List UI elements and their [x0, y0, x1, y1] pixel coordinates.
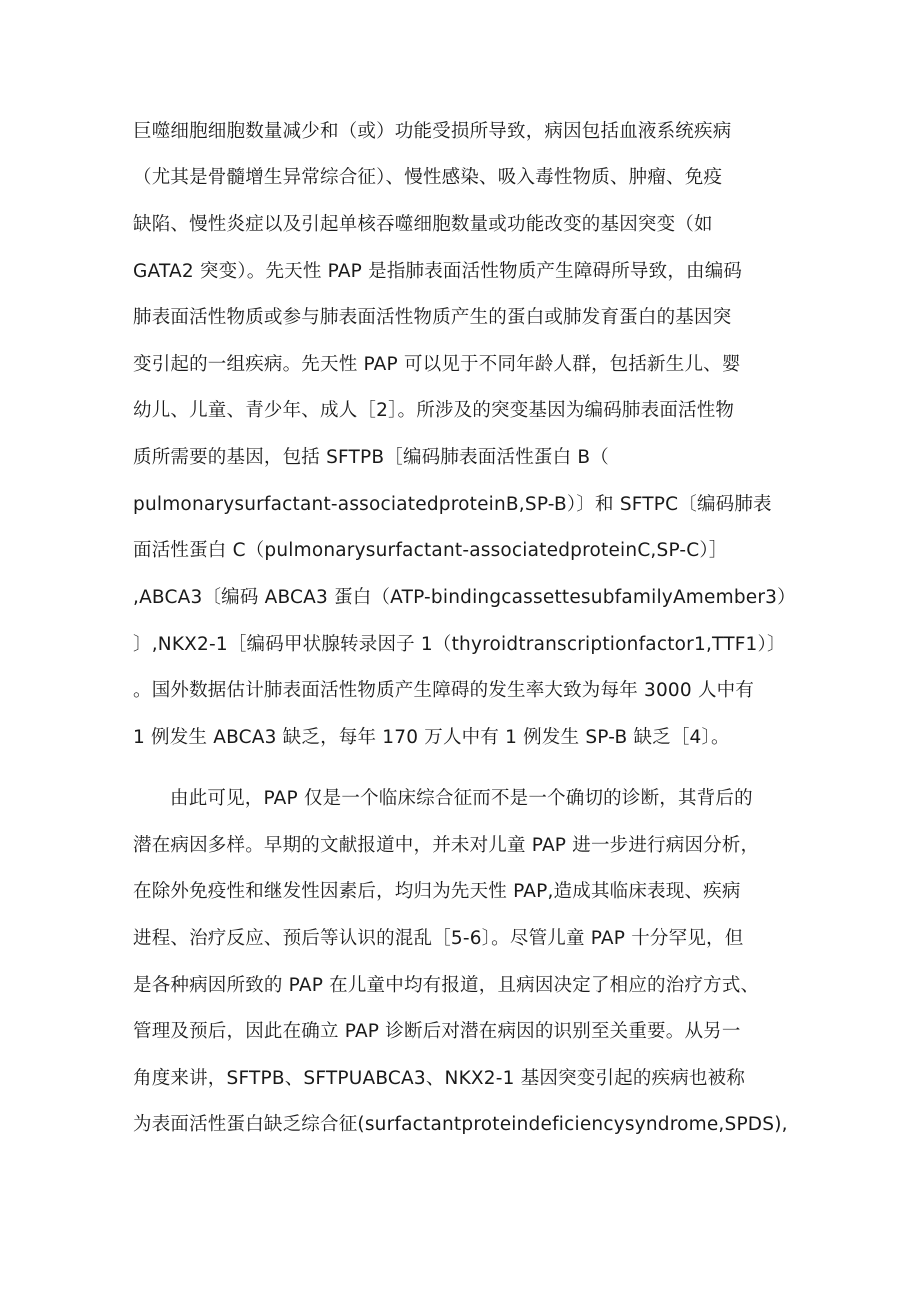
text-line: 缺陷、慢性炎症以及引起单核吞噬细胞数量或功能改变的基因突变（如	[133, 214, 713, 235]
text-line: ,ABCA3〔编码 ABCA3 蛋白（ATP-bindingcassettesubfamilyAmember3）	[133, 587, 796, 608]
text-line: 是各种病因所致的 PAP 在儿童中均有报道，且病因决定了相应的治疗方式、	[133, 975, 760, 996]
text-line: （尤其是骨髓增生异常综合征）、慢性感染、吸入毒性物质、肿瘤、免疫	[133, 167, 723, 188]
text-line: 进程、治疗反应、预后等认识的混乱［5-6〕。尽管儿童 PAP 十分罕见，但	[133, 928, 744, 949]
text-line: 巨噬细胞细胞数量减少和（或）功能受损所导致，病因包括血液系统疾病	[133, 121, 732, 142]
text-line: 〕,NKX2-1［编码甲状腺转录因子 1（thyroidtranscriptionfactor1,TTF1）〕	[133, 634, 786, 655]
text-line: 为表面活性蛋白缺乏综合征(surfactantproteindeficiencysyndrome,SPDS),	[133, 1114, 788, 1135]
text-line: 质所需要的基因，包括 SFTPB［编码肺表面活性蛋白 B（	[133, 447, 609, 468]
text-line: 。国外数据估计肺表面活性物质产生障碍的发生率大致为每年 3000 人中有	[133, 680, 755, 701]
text-line: 肺表面活性物质或参与肺表面活性物质产生的蛋白或肺发育蛋白的基因突	[133, 307, 732, 328]
text-line: 幼儿、儿童、青少年、成人［2］。所涉及的突变基因为编码肺表面活性物	[133, 400, 735, 421]
text-line: 1 例发生 ABCA3 缺乏，每年 170 万人中有 1 例发生 SP-B 缺乏［4〕。	[133, 727, 730, 748]
text-line: 由此可见，PAP 仅是一个临床综合征而不是一个确切的诊断，其背后的	[170, 788, 753, 809]
text-line: pulmonarysurfactant-associatedproteinB,SP-B）〕和 SFTPC〔编码肺表	[133, 494, 772, 515]
text-line: 潜在病因多样。早期的文献报道中，并未对儿童 PAP 进一步进行病因分析，	[133, 835, 760, 856]
text-line: GATA2 突变）。先天性 PAP 是指肺表面活性物质产生障碍所导致，由编码	[133, 261, 743, 282]
text-line: 变引起的一组疾病。先天性 PAP 可以见于不同年龄人群，包括新生儿、婴	[133, 354, 741, 375]
text-line: 管理及预后，因此在确立 PAP 诊断后对潜在病因的识别至关重要。从另一	[133, 1021, 741, 1042]
text-line: 面活性蛋白 C（pulmonarysurfactant-associatedproteinC,SP-C）］	[133, 540, 728, 561]
text-line: 在除外免疫性和继发性因素后，均归为先天性 PAP,造成其临床表现、疾病	[133, 881, 741, 902]
text-line: 角度来讲，SFTPB、SFTPUABCA3、NKX2-1 基因突变引起的疾病也被称	[133, 1068, 746, 1089]
